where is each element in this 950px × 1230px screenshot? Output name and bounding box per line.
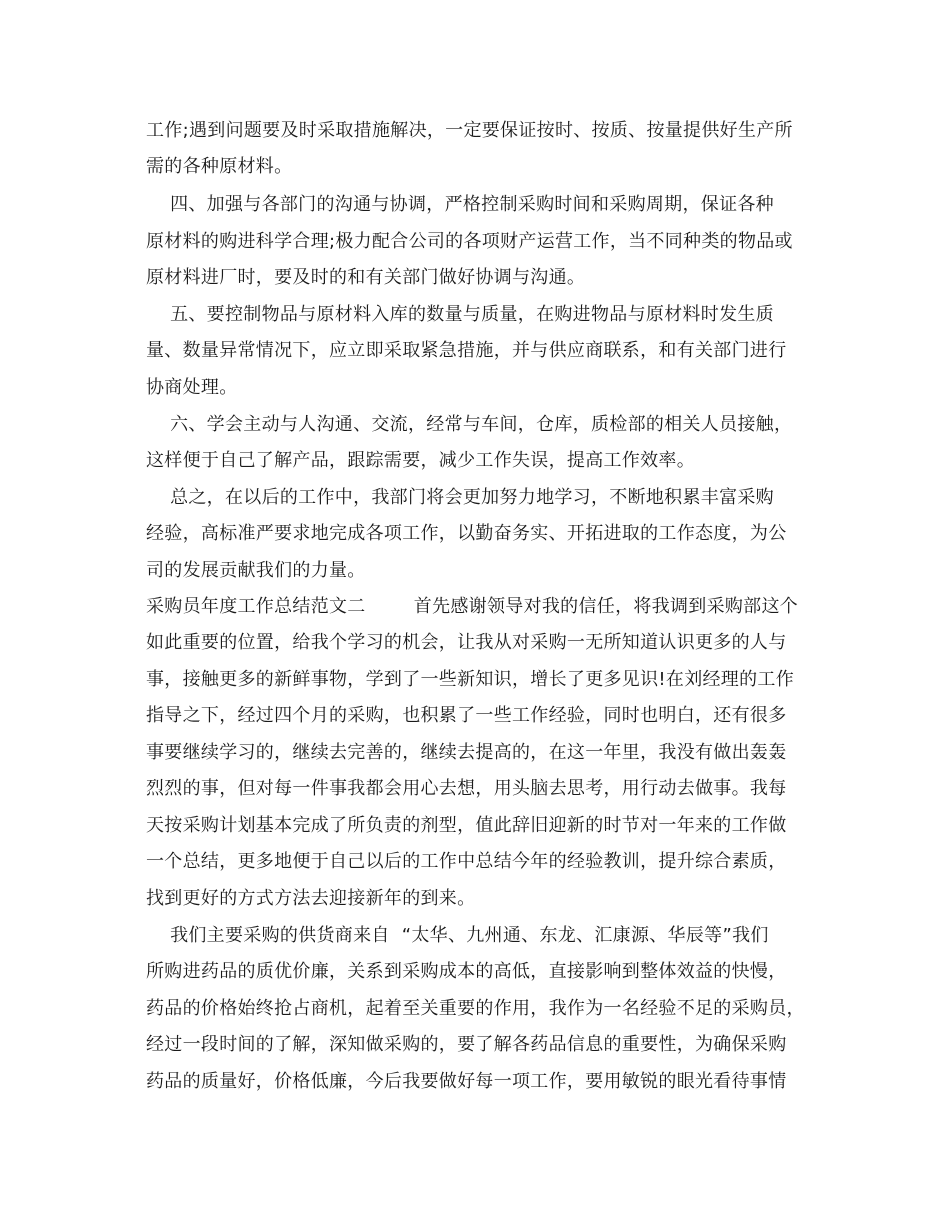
- text-line: 五、要控制物品与原材料入库的数量与质量，在购进物品与原材料时发生质: [146, 304, 774, 325]
- text-line: 烈烈的事，但对每一件事我都会用心去想，用头脑去思考，用行动去做事。我每: [146, 778, 787, 799]
- text-line: 所购进药品的质优价廉，关系到采购成本的高低，直接影响到整体效益的快慢，: [146, 961, 787, 982]
- text-line: 指导之下，经过四个月的采购，也积累了一些工作经验，同时也明白，还有很多: [146, 705, 787, 726]
- text-line: 协商处理。: [146, 377, 238, 398]
- text-line: 找到更好的方式方法去迎接新年的到来。: [146, 888, 476, 909]
- text-line: 经过一段时间的了解，深知做采购的，要了解各药品信息的重要性，为确保采购: [146, 1034, 787, 1055]
- text-line: 量、数量异常情况下，应立即采取紧急措施，并与供应商联系，和有关部门进行: [146, 340, 787, 361]
- text-line: 这样便于自己了解产品，跟踪需要，减少工作失误，提高工作效率。: [146, 450, 695, 471]
- text-line: 经验，高标准严要求地完成各项工作，以勤奋务实、开拓进取的工作态度，为公: [146, 523, 787, 544]
- text-line: 六、学会主动与人沟通、交流，经常与车间，仓库，质检部的相关人员接触，: [146, 414, 793, 435]
- text-line: 药品的质量好，价格低廉，今后我要做好每一项工作，要用敏锐的眼光看待事情: [146, 1071, 787, 1092]
- text-line: 四、加强与各部门的沟通与协调，严格控制采购时间和采购周期，保证各种: [146, 194, 774, 215]
- text-line: 我们主要采购的供货商来自 “太华、九州通、东龙、汇康源、华辰等”我们: [146, 925, 769, 946]
- text-line: 原材料的购进科学合理;极力配合公司的各项财产运营工作，当不同种类的物品或: [146, 231, 793, 252]
- text-line: 事要继续学习的，继续去完善的，继续去提高的，在这一年里，我没有做出轰轰: [146, 742, 787, 763]
- text-line: 总之，在以后的工作中，我部门将会更加努力地学习，不断地积累丰富采购: [146, 487, 774, 508]
- text-line: 需的各种原材料。: [146, 156, 293, 177]
- text-line: 如此重要的位置，给我个学习的机会，让我从对采购一无所知道认识更多的人与: [146, 632, 787, 653]
- section-heading-line: 采购员年度工作总结范文二 首先感谢领导对我的信任，将我调到采购部这个: [146, 596, 799, 617]
- text-line: 天按采购计划基本完成了所负责的剂型，值此辞旧迎新的时节对一年来的工作做: [146, 815, 787, 836]
- text-line: 药品的价格始终抢占商机，起着至关重要的作用，我作为一名经验不足的采购员，: [146, 998, 805, 1019]
- text-line: 事，接触更多的新鲜事物，学到了一些新知识，增长了更多见识!在刘经理的工作: [146, 669, 795, 690]
- text-line: 原材料进厂时，要及时的和有关部门做好协调与沟通。: [146, 267, 586, 288]
- text-line: 工作;遇到问题要及时采取措施解决，一定要保证按时、按质、按量提供好生产所: [146, 120, 793, 141]
- text-line: 司的发展贡献我们的力量。: [146, 560, 366, 581]
- text-line: 一个总结，更多地便于自己以后的工作中总结今年的经验教训，提升综合素质，: [146, 851, 787, 872]
